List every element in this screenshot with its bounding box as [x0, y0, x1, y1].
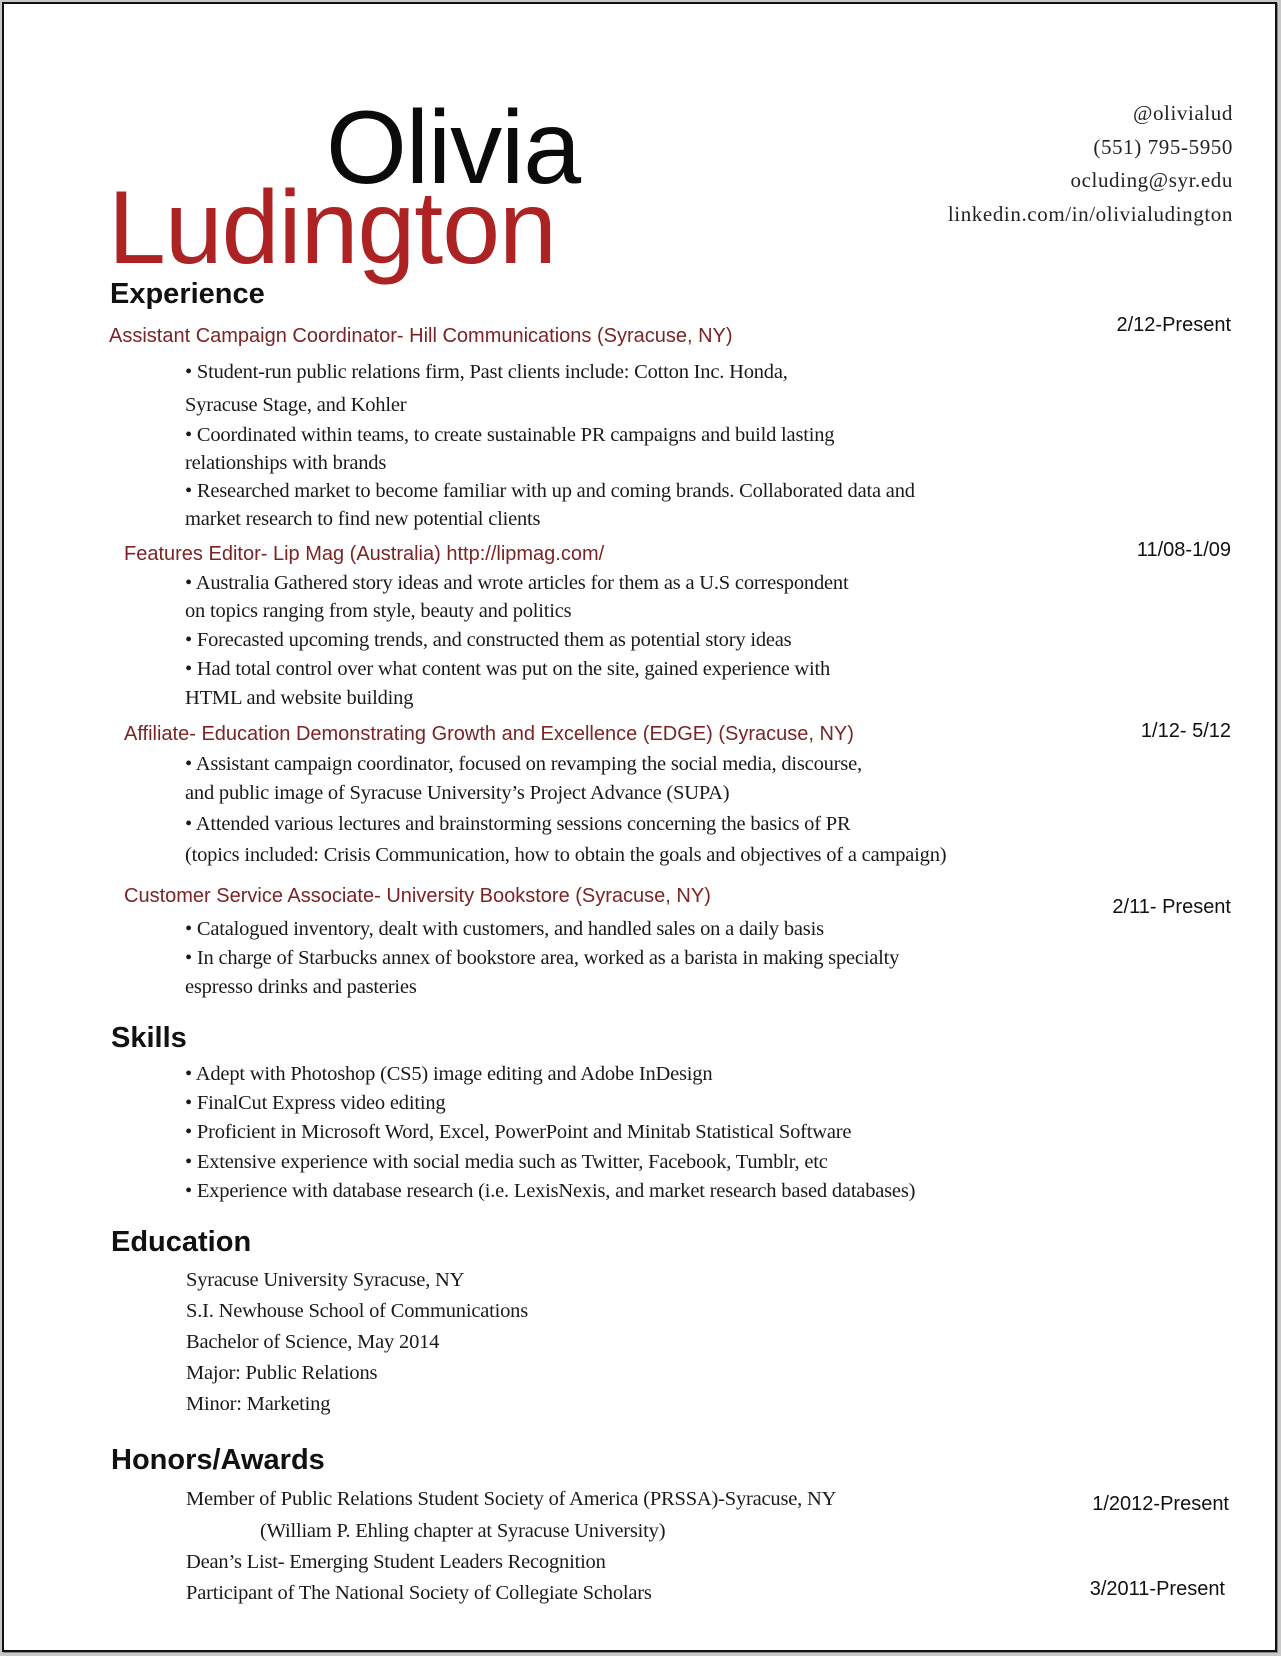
education-line: Syracuse University Syracuse, NY [186, 1269, 465, 1291]
experience-heading: Experience [110, 278, 265, 310]
job-bullet: • Coordinated within teams, to create sustainable PR campaigns and build lasting [185, 424, 835, 446]
skill-item: • Proficient in Microsoft Word, Excel, PowerPoint and Minitab Statistical Software [185, 1121, 852, 1143]
education-line: Major: Public Relations [186, 1362, 378, 1384]
job-bullet: • Australia Gathered story ideas and wrote articles for them as a U.S correspondent [185, 572, 849, 594]
job-date: 11/08-1/09 [1136, 539, 1231, 561]
job-title: Features Editor- Lip Mag (Australia) http://lipmag.com/ [124, 543, 605, 565]
job-bullet: • In charge of Starbucks annex of bookstore area, worked as a barista in making specialty [185, 947, 900, 969]
job-bullet: • Forecasted upcoming trends, and constructed them as potential story ideas [185, 629, 792, 651]
resume-page [2, 2, 1277, 1652]
contact-phone: (551) 795-5950 [1093, 135, 1233, 159]
last-name: Ludington [108, 170, 556, 286]
first-name: Olivia [326, 90, 581, 206]
job-bullet-cont: espresso drinks and pasteries [185, 976, 417, 998]
skills-heading: Skills [111, 1022, 187, 1054]
job-bullet: • Catalogued inventory, dealt with customers, and handled sales on a daily basis [185, 918, 824, 940]
job-date: 1/12- 5/12 [1140, 720, 1231, 742]
honor-date: 1/2012-Present [1092, 1493, 1229, 1515]
job-bullet: • Had total control over what content was put on the site, gained experience with [185, 658, 831, 680]
honors-heading: Honors/Awards [111, 1444, 325, 1476]
job-bullet: • Attended various lectures and brainstorming sessions concerning the basics of PR [185, 813, 851, 835]
job-bullet: • Assistant campaign coordinator, focused on revamping the social media, discourse, [185, 753, 862, 775]
education-line: Minor: Marketing [186, 1393, 331, 1415]
job-bullet-cont: relationships with brands [185, 452, 387, 474]
skill-item: • FinalCut Express video editing [185, 1092, 446, 1114]
honor-date: 3/2011-Present [1089, 1578, 1225, 1600]
job-bullet: • Student-run public relations firm, Past clients include: Cotton Inc. Honda, [185, 361, 788, 383]
job-date: 2/11- Present [1112, 896, 1231, 918]
education-line: Bachelor of Science, May 2014 [186, 1331, 440, 1353]
job-bullet-cont: HTML and website building [185, 687, 414, 709]
honor-line: Member of Public Relations Student Society of America (PRSSA)-Syracuse, NY [186, 1488, 837, 1510]
honor-line-cont: (William P. Ehling chapter at Syracuse University) [260, 1520, 666, 1542]
honor-line: Participant of The National Society of Collegiate Scholars [186, 1582, 652, 1604]
job-bullet-cont: (topics included: Crisis Communication, how to obtain the goals and objectives of a campaign) [185, 844, 947, 866]
education-heading: Education [111, 1226, 252, 1258]
honor-line: Dean’s List- Emerging Student Leaders Recognition [186, 1551, 606, 1573]
skill-item: • Adept with Photoshop (CS5) image editing and Adobe InDesign [185, 1063, 713, 1085]
job-title: Customer Service Associate- University Bookstore (Syracuse, NY) [124, 885, 711, 907]
skill-item: • Experience with database research (i.e. LexisNexis, and market research based databases) [185, 1180, 916, 1202]
job-title: Affiliate- Education Demonstrating Growth and Excellence (EDGE) (Syracuse, NY) [124, 723, 854, 745]
job-bullet-cont: Syracuse Stage, and Kohler [185, 394, 407, 416]
job-bullet: • Researched market to become familiar with up and coming brands. Collaborated data and [185, 480, 915, 502]
job-bullet-cont: market research to find new potential clients [185, 508, 541, 530]
contact-twitter: @olivialud [1133, 101, 1233, 125]
contact-email: ocluding@syr.edu [1070, 168, 1233, 192]
job-bullet-cont: and public image of Syracuse University’s Project Advance (SUPA) [185, 782, 730, 804]
job-title: Assistant Campaign Coordinator- Hill Communications (Syracuse, NY) [109, 325, 733, 347]
job-bullet-cont: on topics ranging from style, beauty and politics [185, 600, 572, 622]
job-date: 2/12-Present [1116, 314, 1231, 336]
contact-linkedin: linkedin.com/in/olivialudington [947, 202, 1233, 226]
education-line: S.I. Newhouse School of Communications [186, 1300, 529, 1322]
skill-item: • Extensive experience with social media such as Twitter, Facebook, Tumblr, etc [185, 1151, 828, 1173]
